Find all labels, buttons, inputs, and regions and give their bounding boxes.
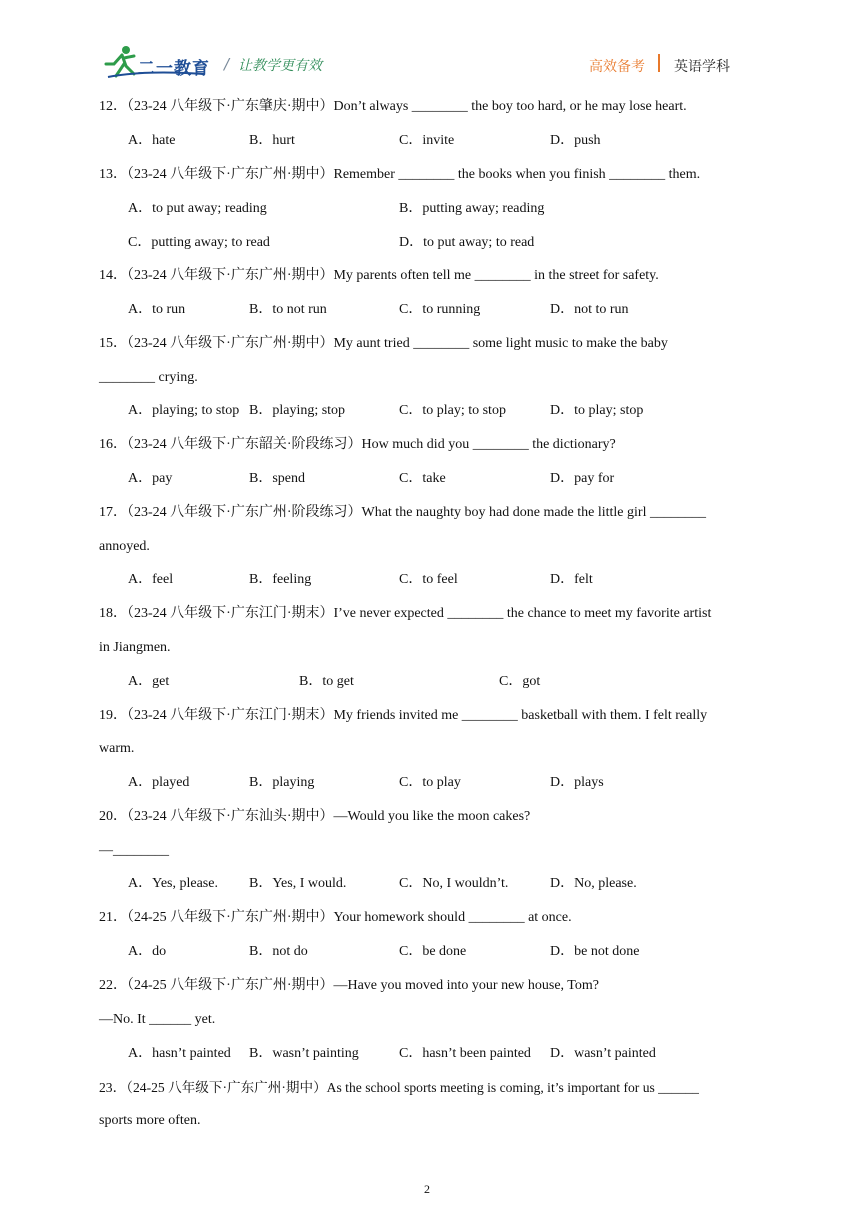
q15-option-b: B．playing; stop: [249, 403, 346, 418]
q16-option-c: C．take: [399, 471, 446, 486]
q19-option-c: C．to play: [399, 775, 461, 790]
question-15-stem-cont: ________ crying.: [99, 370, 198, 385]
q15-option-a: A．playing; to stop: [128, 403, 240, 418]
q22-option-b: B．wasn’t painting: [249, 1046, 359, 1061]
logo-name: 二一教育: [138, 59, 210, 79]
header-divider: [658, 54, 660, 72]
q13-option-c: C．putting away; to read: [128, 235, 270, 250]
q14-option-a: A．to run: [128, 302, 186, 317]
q20-option-c: C．No, I wouldn’t.: [399, 876, 509, 891]
question-18-stem-cont: in Jiangmen.: [99, 640, 171, 655]
q19-option-d: D．plays: [550, 775, 604, 790]
q15-option-d: D．to play; stop: [550, 403, 644, 418]
q16-option-d: D．pay for: [550, 471, 615, 486]
q14-option-b: B．to not run: [249, 302, 327, 317]
question-18-stem: 18．（23-24 八年级下·广东江门·期末）I’ve never expected ________ the chance to meet my favorite artist: [99, 606, 712, 621]
question-17-stem: 17．（23-24 八年级下·广东广州·阶段练习）What the naughty boy had done made the little girl ________: [99, 505, 706, 520]
q12-option-c: C．invite: [399, 133, 455, 148]
q15-option-c: C．to play; to stop: [399, 403, 506, 418]
question-19-stem: 19．（23-24 八年级下·广东江门·期末）My friends invited me ________ basketball with them. I felt really: [99, 708, 708, 723]
question-15-stem: 15．（23-24 八年级下·广东广州·期中）My aunt tried ________ some light music to make the baby: [99, 336, 668, 351]
question-17-stem-cont: annoyed.: [99, 539, 150, 554]
question-23-stem-cont: sports more often.: [99, 1113, 201, 1128]
question-20-answer-line: —________: [99, 843, 169, 858]
q21-option-c: C．be done: [399, 944, 467, 959]
question-22-answer-line: —No. It ______ yet.: [99, 1012, 216, 1027]
slogan: 让教学更有效: [238, 58, 322, 74]
q12-option-a: A．hate: [128, 133, 176, 148]
q21-option-d: D．be not done: [550, 944, 640, 959]
q14-option-d: D．not to run: [550, 302, 629, 317]
q19-option-b: B．playing: [249, 775, 315, 790]
question-13-stem: 13．（23-24 八年级下·广东广州·期中）Remember ________ the books when you finish ________ them.: [99, 167, 701, 182]
question-12-stem: 12．（23-24 八年级下·广东肇庆·期中）Don’t always ________ the boy too hard, or he may lose heart.: [99, 99, 687, 114]
q20-option-a: A．Yes, please.: [128, 876, 218, 891]
q17-option-b: B．feeling: [249, 572, 312, 587]
q17-option-d: D．felt: [550, 572, 593, 587]
question-22-stem: 22．（24-25 八年级下·广东广州·期中）—Have you moved into your new house, Tom?: [99, 978, 599, 993]
q12-option-b: B．hurt: [249, 133, 295, 148]
q22-option-a: A．hasn’t painted: [128, 1046, 231, 1061]
header-tag-subject: 英语学科: [674, 59, 730, 75]
q13-option-a: A．to put away; reading: [128, 201, 267, 216]
q13-option-b: B．putting away; reading: [399, 201, 545, 216]
q21-option-a: A．do: [128, 944, 167, 959]
question-16-stem: 16．（23-24 八年级下·广东韶关·阶段练习）How much did you ________ the dictionary?: [99, 437, 616, 452]
q14-option-c: C．to running: [399, 302, 481, 317]
question-21-stem: 21．（24-25 八年级下·广东广州·期中）Your homework should ________ at once.: [99, 910, 572, 925]
page-header: [0, 0, 860, 90]
q16-option-a: A．pay: [128, 471, 173, 486]
question-20-stem: 20．（23-24 八年级下·广东汕头·期中）—Would you like the moon cakes?: [99, 809, 531, 824]
q13-option-d: D．to put away; to read: [399, 235, 535, 250]
q19-option-a: A．played: [128, 775, 190, 790]
q16-option-b: B．spend: [249, 471, 305, 486]
q12-option-d: D．push: [550, 133, 601, 148]
q22-option-c: C．hasn’t been painted: [399, 1046, 531, 1061]
q17-option-a: A．feel: [128, 572, 174, 587]
q18-option-b: B．to get: [299, 674, 354, 689]
header-tag-exam: 高效备考: [589, 59, 645, 75]
q17-option-c: C．to feel: [399, 572, 458, 587]
q21-option-b: B．not do: [249, 944, 308, 959]
page-number: 2: [424, 1182, 430, 1196]
question-23-stem: 23．（24-25 八年级下·广东广州·期中）As the school sports meeting is coming, it’s important for us ______: [99, 1080, 699, 1095]
q18-option-c: C．got: [499, 674, 541, 689]
q22-option-d: D．wasn’t painted: [550, 1046, 656, 1061]
q20-option-d: D．No, please.: [550, 876, 637, 891]
question-19-stem-cont: warm.: [99, 741, 135, 756]
q20-option-b: B．Yes, I would.: [249, 876, 347, 891]
q18-option-a: A．get: [128, 674, 170, 689]
slogan-separator: /: [224, 55, 230, 73]
question-14-stem: 14．（23-24 八年级下·广东广州·期中）My parents often tell me ________ in the street for safety.: [99, 268, 659, 283]
